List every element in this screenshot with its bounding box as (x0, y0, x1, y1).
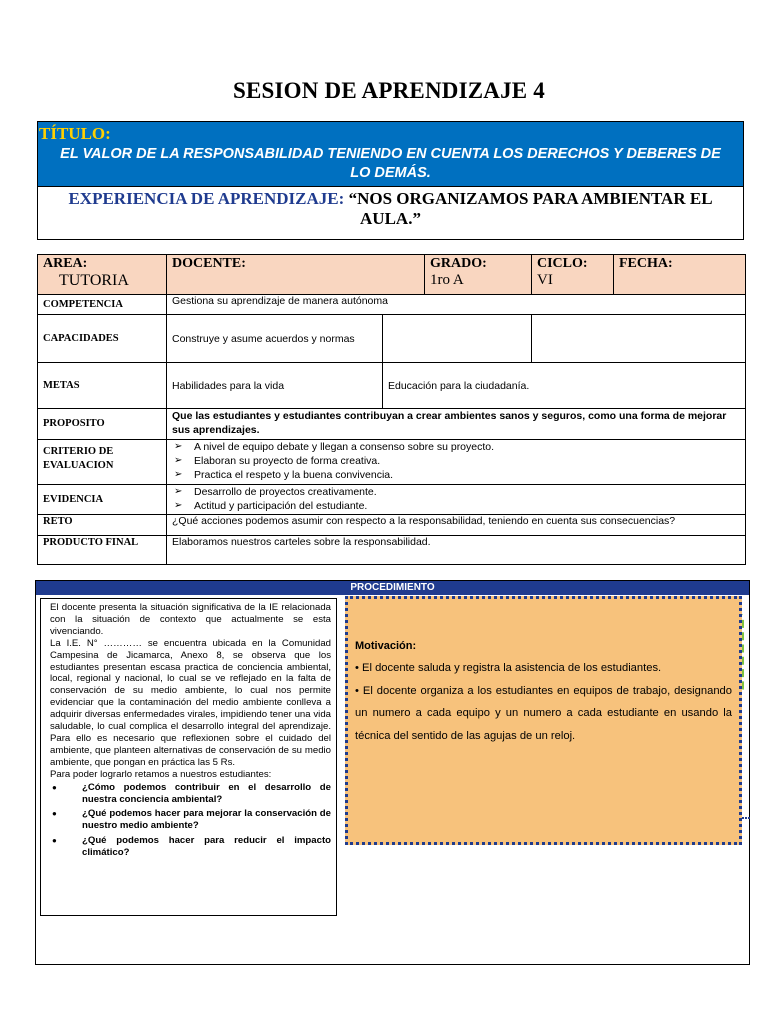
fecha-cell (614, 255, 746, 295)
grado-label: GRADO: (430, 256, 487, 271)
ciclo-label: CICLO: (537, 256, 588, 271)
list-item: ● ¿Qué podemos hacer para mejorar la conservación de nuestro medio ambiente? (50, 808, 331, 832)
motivation-step-1: • El docente saluda y registra la asistencia de los estudiantes. (355, 662, 662, 674)
list-item: ➢ Practica el respeto y la buena convivencia. (172, 468, 740, 482)
producto-row (38, 536, 746, 565)
capacidades-empty-2 (532, 315, 746, 363)
evidencia-row (38, 485, 746, 515)
ciclo-cell (532, 255, 614, 295)
grado-cell (425, 255, 532, 295)
experience-label: EXPERIENCIA DE APRENDIZAJE (68, 189, 339, 208)
area-cell (38, 255, 167, 295)
evidencia-label: EVIDENCIA (38, 485, 167, 515)
grado-value: 1ro A (430, 272, 464, 288)
metas-value-1: Habilidades para la vida (167, 363, 383, 409)
docente-label: DOCENTE: (172, 256, 246, 271)
ciclo-value: VI (537, 272, 553, 288)
experience-colon: : (338, 189, 349, 208)
reto-value: ¿Qué acciones podemos asumir con respecto a la responsabilidad, teniendo en cuenta sus consecuencias? (167, 515, 746, 536)
procedure-section (35, 580, 750, 965)
metas-value-2: Educación para la ciudadanía. (383, 363, 746, 409)
list-item: ● ¿Qué podemos hacer para reducir el impacto climático? (50, 835, 331, 859)
document-title: SESION DE APRENDIZAJE 4 (233, 78, 545, 103)
proposito-label: PROPOSITO (38, 409, 167, 440)
list-item: ➢ A nivel de equipo debate y llegan a consenso sobre su proyecto. (172, 440, 740, 454)
area-value: TUTORIA (59, 272, 129, 289)
list-item: ➢ Actitud y participación del estudiante. (172, 499, 740, 513)
metas-row (38, 363, 746, 409)
criterio-row (38, 440, 746, 485)
docente-cell (167, 255, 425, 295)
info-table (37, 254, 746, 565)
challenge-questions (50, 782, 331, 859)
motivation-title: Motivación: (355, 640, 417, 652)
evidencia-list (172, 485, 740, 513)
proposito-value: Que las estudiantes y estudiantes contribuyan a crear ambientes sanos y seguros, como una forma de mejorar sus aprendizajes. (167, 409, 746, 440)
decorative-dots (742, 817, 750, 819)
producto-label: PRODUCTO FINAL (38, 536, 167, 565)
procedure-header: PROCEDIMIENTO (36, 581, 749, 595)
reto-row (38, 515, 746, 536)
area-label: AREA: (43, 256, 88, 271)
title-label: TÍTULO: (39, 124, 111, 143)
fecha-label: FECHA: (619, 256, 673, 271)
situation-box (40, 598, 337, 916)
list-item: ➢ Desarrollo de proyectos creativamente. (172, 485, 740, 499)
capacidades-value: Construye y asume acuerdos y normas (167, 315, 383, 363)
experience-value: “NOS ORGANIZAMOS PARA AMBIENTAR EL AULA.” (348, 189, 713, 228)
header-row (38, 255, 746, 295)
capacidades-empty-1 (383, 315, 532, 363)
competencia-value: Gestiona su aprendizaje de manera autónoma (167, 295, 746, 315)
motivation-step-2: • El docente organiza a los estudiantes en equipos de trabajo, designando un numero a cada equipo y un numero a cada estudiante en usando la técnica del sentido de las agujas de un reloj. (355, 684, 732, 742)
competencia-label: COMPETENCIA (38, 295, 167, 315)
criterio-list (172, 440, 740, 482)
proposito-row (38, 409, 746, 440)
reto-label: RETO (38, 515, 167, 536)
session-title: EL VALOR DE LA RESPONSABILIDAD TENIENDO EN CUENTA LOS DERECHOS Y DEBERES DE LO DEMÁS. (60, 146, 721, 181)
situation-context: La I.E. N° ………… se encuentra ubicada en la Comunidad Campesina de Jicamarca, Anexo 8, se observa que los estudiantes presentan escasa practica de conciencia ambiental, local, regional y nacional, lo cual se ve reflejado en la falta de conservación de su medio ambiente, lo cual nos permite evidenciar que la contaminación del medio ambiente conlleva a adquirir diversas enfermedades virales, impidiendo tener una vida saludable, lo cual complica el desarrollo integral del aprendizaje. Para ello es necesario que reflexionen sobre el cuidado del ambiente, que planteen alternativas de conservación de su medio ambiente, que pongan en práctica las 5 Rs. (50, 637, 331, 768)
evidencia-cell (167, 485, 746, 515)
list-item: ● ¿Cómo podemos contribuir en el desarrollo de nuestra conciencia ambiental? (50, 782, 331, 806)
situation-intro: El docente presenta la situación significativa de la IE relacionada con la situación de contexto que actualmente se esta vivenciando. (50, 602, 331, 637)
situation-challenge: Para poder lograrlo retamos a nuestros estudiantes: (50, 768, 272, 780)
criterio-label: CRITERIO DE EVALUACION (38, 440, 167, 485)
title-block (37, 121, 744, 240)
producto-value: Elaboramos nuestros carteles sobre la responsabilidad. (167, 536, 746, 565)
competencia-row (38, 295, 746, 315)
title-band (38, 122, 743, 186)
list-item: ➢ Elaboran su proyecto de forma creativa. (172, 454, 740, 468)
metas-label: METAS (38, 363, 167, 409)
capacidades-label: CAPACIDADES (38, 315, 167, 363)
criterio-cell (167, 440, 746, 485)
learning-experience (38, 186, 743, 241)
capacidades-row (38, 315, 746, 363)
motivation-box (345, 596, 742, 845)
